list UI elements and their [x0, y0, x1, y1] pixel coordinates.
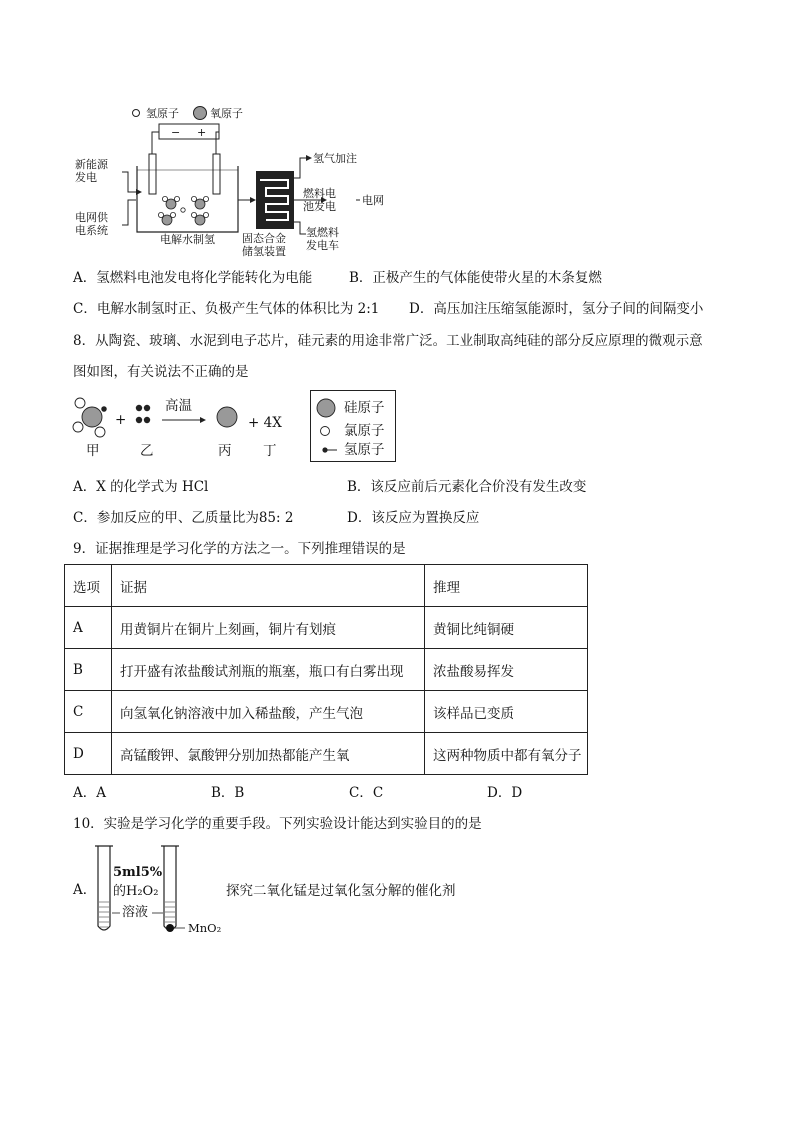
- atom-bing: [217, 407, 237, 427]
- q8-option-a: A．X 的化学式为 HCl: [73, 479, 209, 495]
- header-evidence: 证据: [112, 565, 425, 607]
- fig-solution: 溶液: [122, 905, 149, 920]
- table-row: [65, 691, 588, 733]
- eq-product-extra: + 4X: [248, 415, 282, 431]
- legend-chlorine: 氯原子: [344, 423, 385, 439]
- legend-hydrogen: 氢原子: [146, 107, 179, 120]
- plus-sign: +: [197, 126, 207, 139]
- source-grid: 电网供 电系统: [75, 211, 108, 237]
- test-tube-1: [98, 846, 110, 930]
- q8-option-c: C．参加反应的甲、乙质量比为85: 2: [73, 510, 294, 526]
- cell-option: A: [65, 607, 112, 649]
- cell-evidence: 高锰酸钾、氯酸钾分别加热都能产生氧: [112, 733, 425, 775]
- cell-evidence: 向氢氧化钠溶液中加入稀盐酸，产生气泡: [112, 691, 425, 733]
- table-row: [65, 733, 588, 775]
- q7-option-a: A．氢燃料电池发电将化学能转化为电能: [73, 270, 313, 286]
- cell-evidence: 打开盛有浓盐酸试剂瓶的瓶塞，瓶口有白雾出现: [112, 649, 425, 691]
- cell-reasoning: 该样品已变质: [425, 691, 588, 733]
- cell-reasoning: 黄铜比纯铜硬: [425, 607, 588, 649]
- cell-option: B: [65, 649, 112, 691]
- oxygen-atom-icon: [194, 107, 207, 120]
- source-new-energy: 新能源 发电: [75, 158, 108, 184]
- molecule-yi: [136, 405, 150, 423]
- q8-stem-line1: 8．从陶瓷、玻璃、水泥到电子芯片，硅元素的用途非常广泛。工业制取高纯硅的部分反应原理的微观示意: [73, 333, 703, 349]
- out-h2-refuel: 氢气加注: [313, 152, 357, 165]
- label-ding: 丁: [263, 443, 277, 459]
- cell-option: D: [65, 733, 112, 775]
- legend-silicon: 硅原子: [344, 400, 385, 416]
- legend-hydrogen-q8: 氢原子: [344, 442, 385, 458]
- cell-option: C: [65, 691, 112, 733]
- q7-option-d: D．高压加注压缩氢能源时，氢分子间的间隔变小: [409, 301, 704, 317]
- molecule-jia: [73, 398, 106, 437]
- hydrogen-atom-icon: [322, 447, 327, 452]
- chlorine-atom-icon: [321, 427, 330, 436]
- evidence-table: [64, 564, 588, 775]
- eq-plus: +: [115, 412, 127, 428]
- q10-stem: 10．实验是学习化学的重要手段。下列实验设计能达到实验目的的是: [73, 816, 482, 832]
- q7-option-b: B．正极产生的气体能使带火星的木条复燃: [349, 270, 602, 286]
- table-row: [65, 607, 588, 649]
- fig-h2o2: 的H₂O₂: [113, 884, 159, 899]
- mno2-particle: [166, 924, 174, 932]
- label-yi: 乙: [140, 443, 154, 459]
- minus-sign: −: [171, 126, 181, 139]
- q9-stem: 9．证据推理是学习化学的方法之一。下列推理错误的是: [73, 541, 406, 557]
- out-car: 氢燃料 发电车: [306, 226, 339, 252]
- test-tube-2: [164, 846, 176, 930]
- eq-condition: 高温: [165, 398, 192, 414]
- atom-legend: [310, 390, 396, 462]
- out-grid: 电网: [362, 194, 384, 207]
- q9-option-c: C．C: [349, 785, 384, 801]
- q10-option-a-label: A．: [73, 882, 97, 898]
- silicon-atom-icon: [317, 399, 335, 417]
- table-row: [65, 649, 588, 691]
- cell-evidence: 用黄铜片在铜片上刻画，铜片有划痕: [112, 607, 425, 649]
- q7-option-c: C．电解水制氢时正、负极产生气体的体积比为 2:1: [73, 301, 380, 317]
- q9-option-b: B．B: [211, 785, 245, 801]
- header-reasoning: 推理: [425, 565, 588, 607]
- fig-mno2: MnO₂: [188, 921, 222, 935]
- label-bing: 丙: [218, 443, 232, 459]
- fig-concentration: 5ml5%: [113, 865, 163, 880]
- out-fuel-cell: 燃料电 池发电: [303, 187, 336, 213]
- q10-option-a-desc: 探究二氧化锰是过氧化氢分解的催化剂: [226, 883, 456, 899]
- cell-reasoning: 浓盐酸易挥发: [425, 649, 588, 691]
- hydrogen-atom-icon: [133, 110, 140, 117]
- label-jia: 甲: [86, 443, 100, 459]
- table-header-row: [65, 565, 588, 607]
- tank-label: 电解水制氢: [160, 233, 215, 246]
- q8-option-d: D．该反应为置换反应: [347, 510, 480, 526]
- q8-option-b: B．该反应前后元素化合价没有发生改变: [347, 479, 587, 495]
- cell-reasoning: 这两种物质中都有氧分子: [425, 733, 588, 775]
- header-option: 选项: [65, 565, 112, 607]
- q8-stem-line2: 图如图，有关说法不正确的是: [73, 364, 249, 380]
- q9-option-a: A．A: [73, 785, 106, 801]
- storage-label: 固态合金 储氢装置: [242, 232, 286, 258]
- q9-option-d: D．D: [487, 785, 523, 801]
- legend-oxygen: 氧原子: [210, 107, 243, 120]
